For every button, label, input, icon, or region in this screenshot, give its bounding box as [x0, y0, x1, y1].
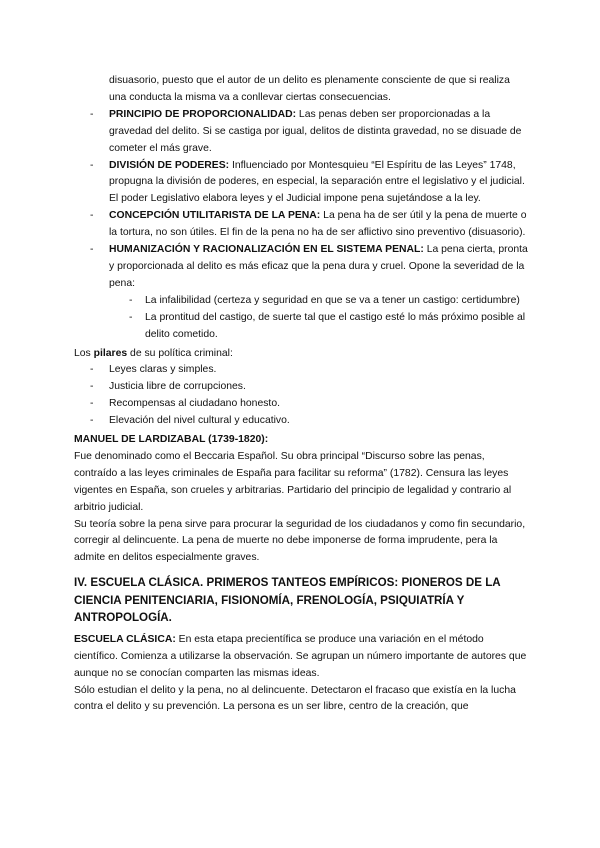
principle-title: DIVISIÓN DE PODERES: — [109, 159, 230, 171]
pilares-intro — [74, 346, 530, 363]
bullet-dash: - — [90, 364, 94, 376]
pilar-text: Recompensas al ciudadano honesto. — [109, 398, 280, 410]
pilares-intro-post: de su política criminal: — [127, 347, 233, 359]
principle-title: HUMANIZACIÓN Y RACIONALIZACIÓN EN EL SISTEMA PENAL: — [109, 244, 424, 256]
sub-list-item — [74, 293, 530, 310]
principle-item — [74, 107, 530, 158]
sub-list-text: La prontitud del castigo, de suerte tal que el castigo esté lo más próximo posible al delito cometido. — [145, 311, 526, 340]
pilares-intro-bold: pilares — [93, 347, 128, 359]
bullet-dash: - — [90, 244, 94, 256]
section-heading: IV. ESCUELA CLÁSICA. PRIMEROS TANTEOS EMPÍRICOS: PIONEROS DE LA CIENCIA PENITENCIARIA, FISIONOMÍA, FRENOLOGÍA, PSIQUIATRÍA Y ANTROPOLOGÍA. — [74, 576, 501, 625]
principle-title: CONCEPCIÓN UTILITARISTA DE LA PENA: — [109, 210, 321, 222]
document-body — [74, 73, 530, 716]
bullet-dash: - — [90, 381, 94, 393]
pilar-item — [74, 396, 530, 413]
lardizabal-paragraph-1: Fue denominado como el Beccaria Español. Su obra principal “Discurso sobre las penas, contraído a las leyes criminales de España para facilitar su reforma” (1782). Censura las leyes vigentes en España, son crueles y arbitrarias. Partidario del principio de legalidad y contrario al arbitrio judicial. — [74, 450, 512, 513]
pilar-item — [74, 379, 530, 396]
bullet-dash: - — [90, 108, 94, 120]
bullet-dash: - — [90, 210, 94, 222]
pilares-intro-pre: Los — [74, 347, 94, 359]
principle-text: La pena ha de ser útil y la pena de muerte o la tortura, no son útiles. El fin de la pena no ha de ser aflictivo sino preventivo (disuasorio). — [109, 210, 527, 239]
principle-text: La pena cierta, pronta y proporcionada al delito es más eficaz que la pena dura y cruel. Opone la severidad de la pena: — [109, 244, 528, 289]
last-paragraph: Sólo estudian el delito y la pena, no al delincuente. Detectaron el fracaso que existía en la lucha contra el delito y su prevención. La persona es un ser libre, centro de la creación, que — [74, 684, 516, 713]
pilar-item — [74, 362, 530, 379]
escuela-clasica-text: En esta etapa precientífica se produce una variación en el método científico. Comienza a utilizarse la observación. Se agrupan un número importante de autores que aunque no se conocían comparten las mismas ideas. — [74, 633, 527, 679]
principle-item — [74, 158, 530, 209]
bullet-dash: - — [129, 294, 133, 306]
lardizabal-heading-text: MANUEL DE LARDIZABAL (1739-1820): — [74, 434, 269, 446]
pilar-item — [74, 413, 530, 430]
bullet-dash: - — [90, 398, 94, 410]
principle-text: Influenciado por Montesquieu “El Espíritu de las Leyes” 1748, propugna la división de poderes, en especial, la separación entre el legislativo y el judicial. El poder Legislativo elabora leyes y el Judicial impone pena sujetándose a la ley. — [109, 159, 525, 205]
escuela-clasica-label: ESCUELA CLÁSICA: — [74, 633, 176, 645]
pilar-text: Justicia libre de corrupciones. — [109, 381, 246, 393]
lardizabal-heading — [74, 432, 530, 449]
continued-paragraph: disuasorio, puesto que el autor de un delito es plenamente consciente de que si realiza una conducta la misma va a conllevar ciertas consecuencias. — [109, 75, 510, 103]
principle-item — [74, 208, 530, 242]
sub-list-item — [74, 310, 530, 344]
pilar-text: Leyes claras y simples. — [109, 364, 217, 376]
principle-title: PRINCIPIO DE PROPORCIONALIDAD: — [109, 108, 297, 120]
bullet-dash: - — [90, 159, 94, 171]
lardizabal-paragraph-2: Su teoría sobre la pena sirve para procurar la seguridad de los ciudadanos y como fin secundario, corregir al delincuente. La pena de muerte no debe imponerse de forma imprudente, pera la admite en delitos especialmente graves. — [74, 518, 526, 564]
bullet-dash: - — [129, 311, 133, 323]
principle-item — [74, 242, 530, 293]
pilar-text: Elevación del nivel cultural y educativo. — [109, 415, 290, 427]
bullet-dash: - — [90, 415, 94, 427]
sub-list-text: La infalibilidad (certeza y seguridad en que se va a tener un castigo: certidumbre) — [145, 294, 520, 306]
escuela-clasica-paragraph — [74, 632, 530, 683]
principle-text: Las penas deben ser proporcionadas a la gravedad del delito. Si se castiga por igual, delitos de distinta gravedad, no se disuade de cometer el más grave. — [109, 108, 522, 154]
